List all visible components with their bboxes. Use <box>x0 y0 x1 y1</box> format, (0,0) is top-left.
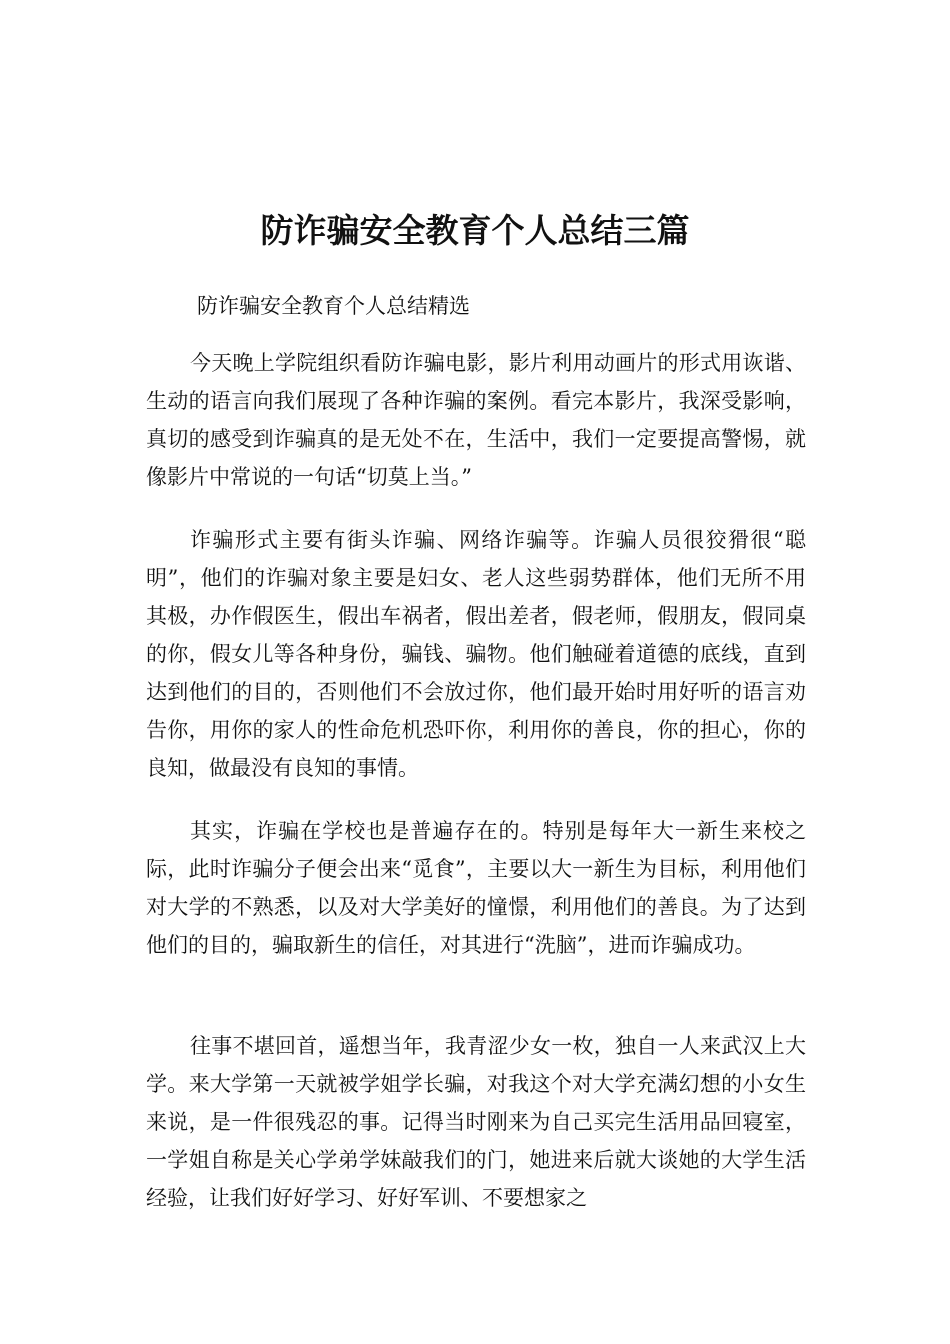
document-subtitle: 防诈骗安全教育个人总结精选 <box>197 294 470 318</box>
paragraph-3: 其实，诈骗在学校也是普遍存在的。特别是每年大一新生来校之际，此时诈骗分子便会出来“觅食”，主要以大一新生为目标，利用他们对大学的不熟悉，以及对大学美好的憧憬，利用他们的善良。为了达到他们的目的，骗取新生的信任，对其进行“洗脑”，进而诈骗成功。 <box>146 819 806 957</box>
paragraph-1: 今天晚上学院组织看防诈骗电影，影片利用动画片的形式用诙谐、生动的语言向我们展现了各种诈骗的案例。看完本影片，我深受影响，真切的感受到诈骗真的是无处不在，生活中，我们一定要提高警惕，就像影片中常说的一句话“切莫上当。” <box>146 351 806 489</box>
paragraph-4: 往事不堪回首，遥想当年，我青涩少女一枚，独自一人来武汉上大学。来大学第一天就被学姐学长骗，对我这个对大学充满幻想的小女生来说，是一件很残忍的事。记得当时刚来为自己买完生活用品回寝室，一学姐自称是关心学弟学妹敲我们的门，她进来后就大谈她的大学生活经验，让我们好好学习、好好军训、不要想家之 <box>146 1034 806 1210</box>
paragraph-2: 诈骗形式主要有街头诈骗、网络诈骗等。诈骗人员很狡猾很“聪明”，他们的诈骗对象主要是妇女、老人这些弱势群体，他们无所不用其极，办作假医生，假出车祸者，假出差者，假老师，假朋友，假同桌的你，假女儿等各种身份，骗钱、骗物。他们触碰着道德的底线，直到达到他们的目的，否则他们不会放过你，他们最开始时用好听的语言劝告你，用你的家人的性命危机恐吓你，利用你的善良，你的担心，你的良知，做最没有良知的事情。 <box>146 528 806 780</box>
document-title: 防诈骗安全教育个人总结三篇 <box>260 211 690 250</box>
